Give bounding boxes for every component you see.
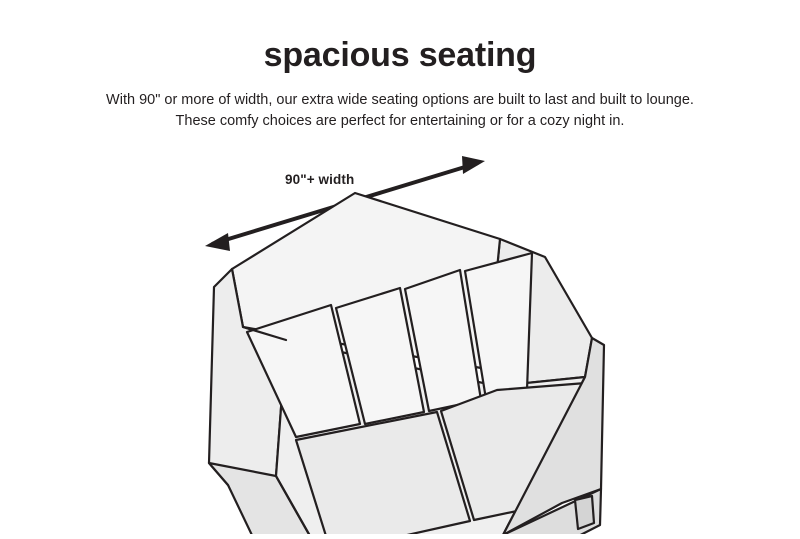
description-line-2: These comfy choices are perfect for entertaining or for a cozy night in. — [175, 113, 625, 129]
page-description — [0, 90, 800, 132]
sofa-illustration — [0, 140, 800, 534]
sofa-diagram-svg — [0, 140, 800, 534]
sofa-body — [209, 193, 604, 534]
dimension-label: 90"+ width — [285, 172, 355, 187]
description-line-1: With 90" or more of width, our extra wide seating options are built to last and built to lounge. — [106, 92, 694, 108]
page-title: spacious seating — [263, 36, 537, 74]
